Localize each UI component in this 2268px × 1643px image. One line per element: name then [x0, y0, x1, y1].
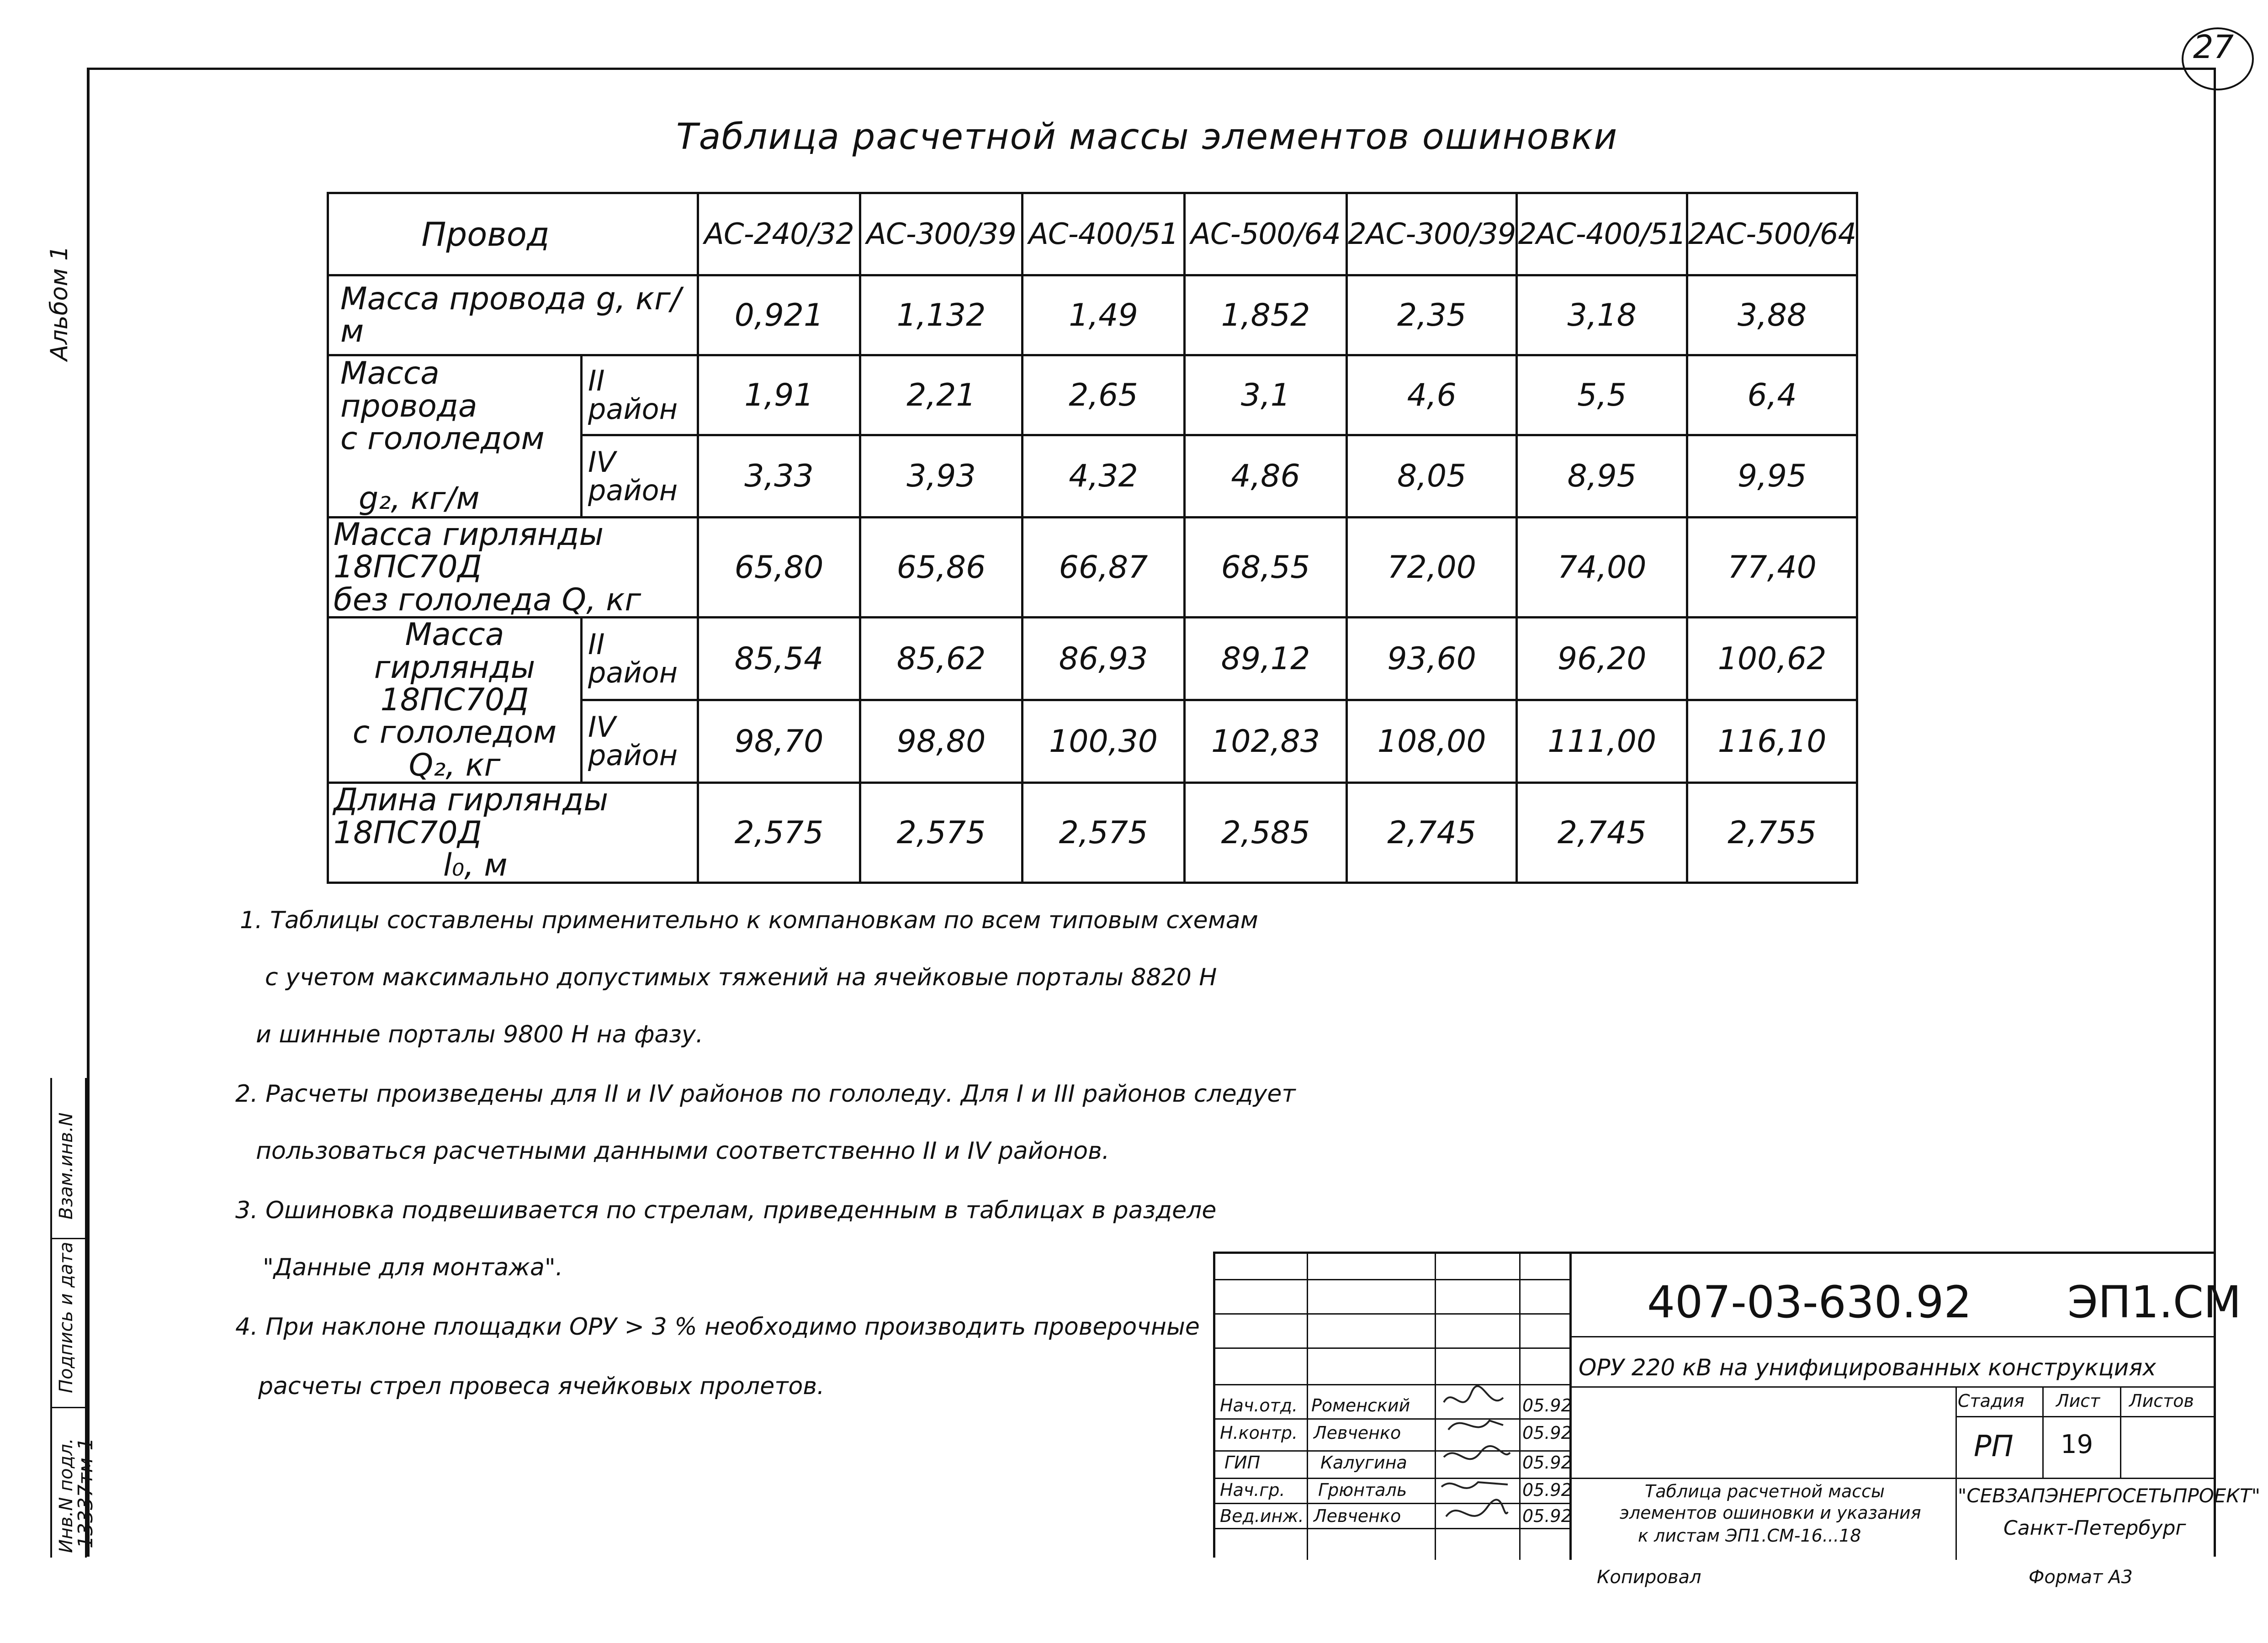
table-cell: 2,585	[1185, 783, 1347, 883]
table-cell: 2,575	[698, 783, 860, 883]
table-cell: 4,86	[1185, 435, 1347, 518]
table-cell: 1,132	[860, 275, 1023, 355]
table-cell: 1,49	[1023, 275, 1185, 355]
table-cell: 5,5	[1517, 355, 1687, 435]
table-cell: 111,00	[1517, 700, 1687, 783]
table-cell: 3,18	[1517, 275, 1687, 355]
note-line: "Данные для монтажа".	[263, 1254, 563, 1281]
table-cell: 8,95	[1517, 435, 1687, 518]
replace-inv-label: Взам.инв.N	[56, 1112, 77, 1220]
note-line: 4. При наклоне площадки ОРУ > 3 % необходимо производить проверочные	[235, 1313, 1200, 1341]
row-label-line: без гололеда Q, кг	[334, 581, 641, 618]
table-cell: 4,6	[1347, 355, 1517, 435]
table-cell: 2,21	[860, 355, 1023, 435]
side-stamp-strip	[50, 1078, 97, 1558]
table-cell: 66,87	[1023, 518, 1185, 618]
table-cell: 93,60	[1347, 618, 1517, 700]
person-name: Грюнталь	[1318, 1480, 1407, 1500]
table-cell: 4,32	[1023, 435, 1185, 518]
corner-sheet-number: 27	[2193, 28, 2234, 66]
note-line: 2. Расчеты произведены для II и IV районов по гололеду. Для I и III районов следует	[235, 1080, 1296, 1108]
table-cell: 3,33	[698, 435, 860, 518]
sheets-header: Листов	[2129, 1391, 2194, 1411]
sheet-value: 19	[2061, 1430, 2093, 1459]
date: 05.92	[1522, 1395, 1572, 1416]
table-cell: 1,91	[698, 355, 860, 435]
role: ГИП	[1224, 1453, 1261, 1473]
table-cell: 108,00	[1347, 700, 1517, 783]
sheet-title-line: к листам ЭП1.СМ-16...18	[1638, 1526, 1861, 1546]
sheet-title-line: элементов ошиновки и указания	[1620, 1503, 1921, 1523]
header-label: Провод	[328, 193, 698, 275]
wire-type: АС-240/32	[698, 193, 860, 275]
role: Вед.инж.	[1220, 1506, 1304, 1526]
person-name: Роменский	[1311, 1395, 1410, 1416]
note-line: 1. Таблицы составлены применительно к компановкам по всем типовым схемам	[240, 907, 1258, 934]
table-cell: 65,86	[860, 518, 1023, 618]
table-cell: 6,4	[1687, 355, 1857, 435]
inventory-value: 13337тм-1	[74, 1437, 97, 1548]
date: 05.92	[1522, 1453, 1572, 1473]
row-label	[328, 618, 582, 783]
row-label-line: Длина гирлянды 18ПС70Д	[334, 782, 609, 851]
table-cell: 100,30	[1023, 700, 1185, 783]
table-cell: 72,00	[1347, 518, 1517, 618]
wire-type: 2АС-300/39	[1347, 193, 1517, 275]
row-label-line: с гололедом	[352, 714, 557, 751]
wire-type: 2АС-500/64	[1687, 193, 1857, 275]
wire-type: 2АС-400/51	[1517, 193, 1687, 275]
table-cell: 77,40	[1687, 518, 1857, 618]
table-cell: 98,70	[698, 700, 860, 783]
row-label: Масса провода g, кг/м	[328, 275, 698, 355]
person-name: Левченко	[1314, 1423, 1401, 1443]
table-cell: 96,20	[1517, 618, 1687, 700]
wire-type: АС-300/39	[860, 193, 1023, 275]
table-cell: 100,62	[1687, 618, 1857, 700]
row-label	[328, 783, 698, 883]
table-cell: 2,745	[1347, 783, 1517, 883]
sheet-title-line: Таблица расчетной массы	[1645, 1481, 1885, 1501]
table-row	[328, 518, 1857, 618]
row-label-line: 18ПС70Д	[380, 682, 529, 718]
note-line: и шинные порталы 9800 Н на фазу.	[256, 1021, 704, 1048]
table-cell: 1,852	[1185, 275, 1347, 355]
stage-value: РП	[1974, 1430, 2014, 1463]
table-row	[328, 783, 1857, 883]
table-cell: 0,921	[698, 275, 860, 355]
note-line: расчеты стрел провеса ячейковых пролетов.	[258, 1373, 825, 1400]
signature-scribbles	[1435, 1384, 1519, 1558]
row-label	[328, 518, 698, 618]
date: 05.92	[1522, 1480, 1572, 1500]
table-cell: 68,55	[1185, 518, 1347, 618]
row-label-line: с гололедом	[340, 421, 545, 457]
table-cell: 2,65	[1023, 355, 1185, 435]
sheet-header: Лист	[2056, 1391, 2100, 1411]
role: Нач.отд.	[1220, 1395, 1298, 1416]
table-row	[328, 618, 1857, 700]
table-cell: 89,12	[1185, 618, 1347, 700]
inventory-label: Инв.N подл.	[56, 1438, 77, 1553]
person-name: Левченко	[1314, 1506, 1401, 1526]
wire-type: АС-400/51	[1023, 193, 1185, 275]
row-label-line: g₂, кг/м	[359, 481, 480, 517]
row-label	[328, 355, 582, 518]
table-cell: 2,35	[1347, 275, 1517, 355]
table-cell: 85,62	[860, 618, 1023, 700]
page-title: Таблица расчетной массы элементов ошиновки	[676, 116, 1618, 158]
format-label: Формат А3	[2029, 1567, 2133, 1588]
district-label: IV район	[582, 435, 698, 518]
table-row	[328, 275, 1857, 355]
row-label-line: l₀, м	[443, 847, 508, 883]
table-cell: 85,54	[698, 618, 860, 700]
table-cell: 74,00	[1517, 518, 1687, 618]
document-code: 407-03-630.92	[1647, 1277, 1972, 1328]
mass-table	[327, 192, 1858, 884]
table-cell: 86,93	[1023, 618, 1185, 700]
project-name: ОРУ 220 кВ на унифицированных конструкциях	[1579, 1354, 2156, 1381]
table-cell: 3,93	[860, 435, 1023, 518]
district-label: II район	[582, 618, 698, 700]
document-mark: ЭП1.СМ	[2067, 1277, 2242, 1328]
row-label-line: Масса гирлянды 18ПС70Д	[334, 517, 604, 586]
table-cell: 2,755	[1687, 783, 1857, 883]
album-label: Альбом 1	[46, 245, 73, 361]
row-label-line: Масса провода	[340, 355, 477, 424]
row-label-line: Масса гирлянды	[374, 617, 535, 686]
table-cell: 116,10	[1687, 700, 1857, 783]
organization-name: "СЕВЗАПЭНЕРГОСЕТЬПРОЕКТ"	[1958, 1485, 2261, 1507]
table-cell: 2,575	[860, 783, 1023, 883]
table-cell: 2,575	[1023, 783, 1185, 883]
district-label: IV район	[582, 700, 698, 783]
row-label-line: Q₂, кг	[408, 747, 501, 783]
table-cell: 9,95	[1687, 435, 1857, 518]
wire-type: АС-500/64	[1185, 193, 1347, 275]
table-cell: 65,80	[698, 518, 860, 618]
note-line: с учетом максимально допустимых тяжений на ячейковые порталы 8820 Н	[265, 964, 1217, 991]
district-label: II район	[582, 355, 698, 435]
table-cell: 3,88	[1687, 275, 1857, 355]
table-cell: 102,83	[1185, 700, 1347, 783]
table-cell: 98,80	[860, 700, 1023, 783]
role: Нач.гр.	[1220, 1480, 1285, 1500]
note-line: пользоваться расчетными данными соответственно II и IV районов.	[256, 1137, 1110, 1165]
header-row	[328, 193, 1857, 275]
copied-label: Копировал	[1597, 1567, 1701, 1588]
person-name: Калугина	[1320, 1453, 1407, 1473]
role: Н.контр.	[1220, 1423, 1298, 1443]
date: 05.92	[1522, 1423, 1572, 1443]
date: 05.92	[1522, 1506, 1572, 1526]
stage-header: Стадия	[1958, 1391, 2024, 1411]
table-cell: 2,745	[1517, 783, 1687, 883]
table-cell: 3,1	[1185, 355, 1347, 435]
table-row	[328, 355, 1857, 435]
city-name: Санкт-Петербург	[2003, 1516, 2186, 1540]
table-cell: 8,05	[1347, 435, 1517, 518]
signature-date-label: Подпись и дата	[56, 1241, 77, 1393]
note-line: 3. Ошиновка подвешивается по стрелам, приведенным в таблицах в разделе	[235, 1197, 1217, 1224]
title-block	[1213, 1252, 2261, 1558]
